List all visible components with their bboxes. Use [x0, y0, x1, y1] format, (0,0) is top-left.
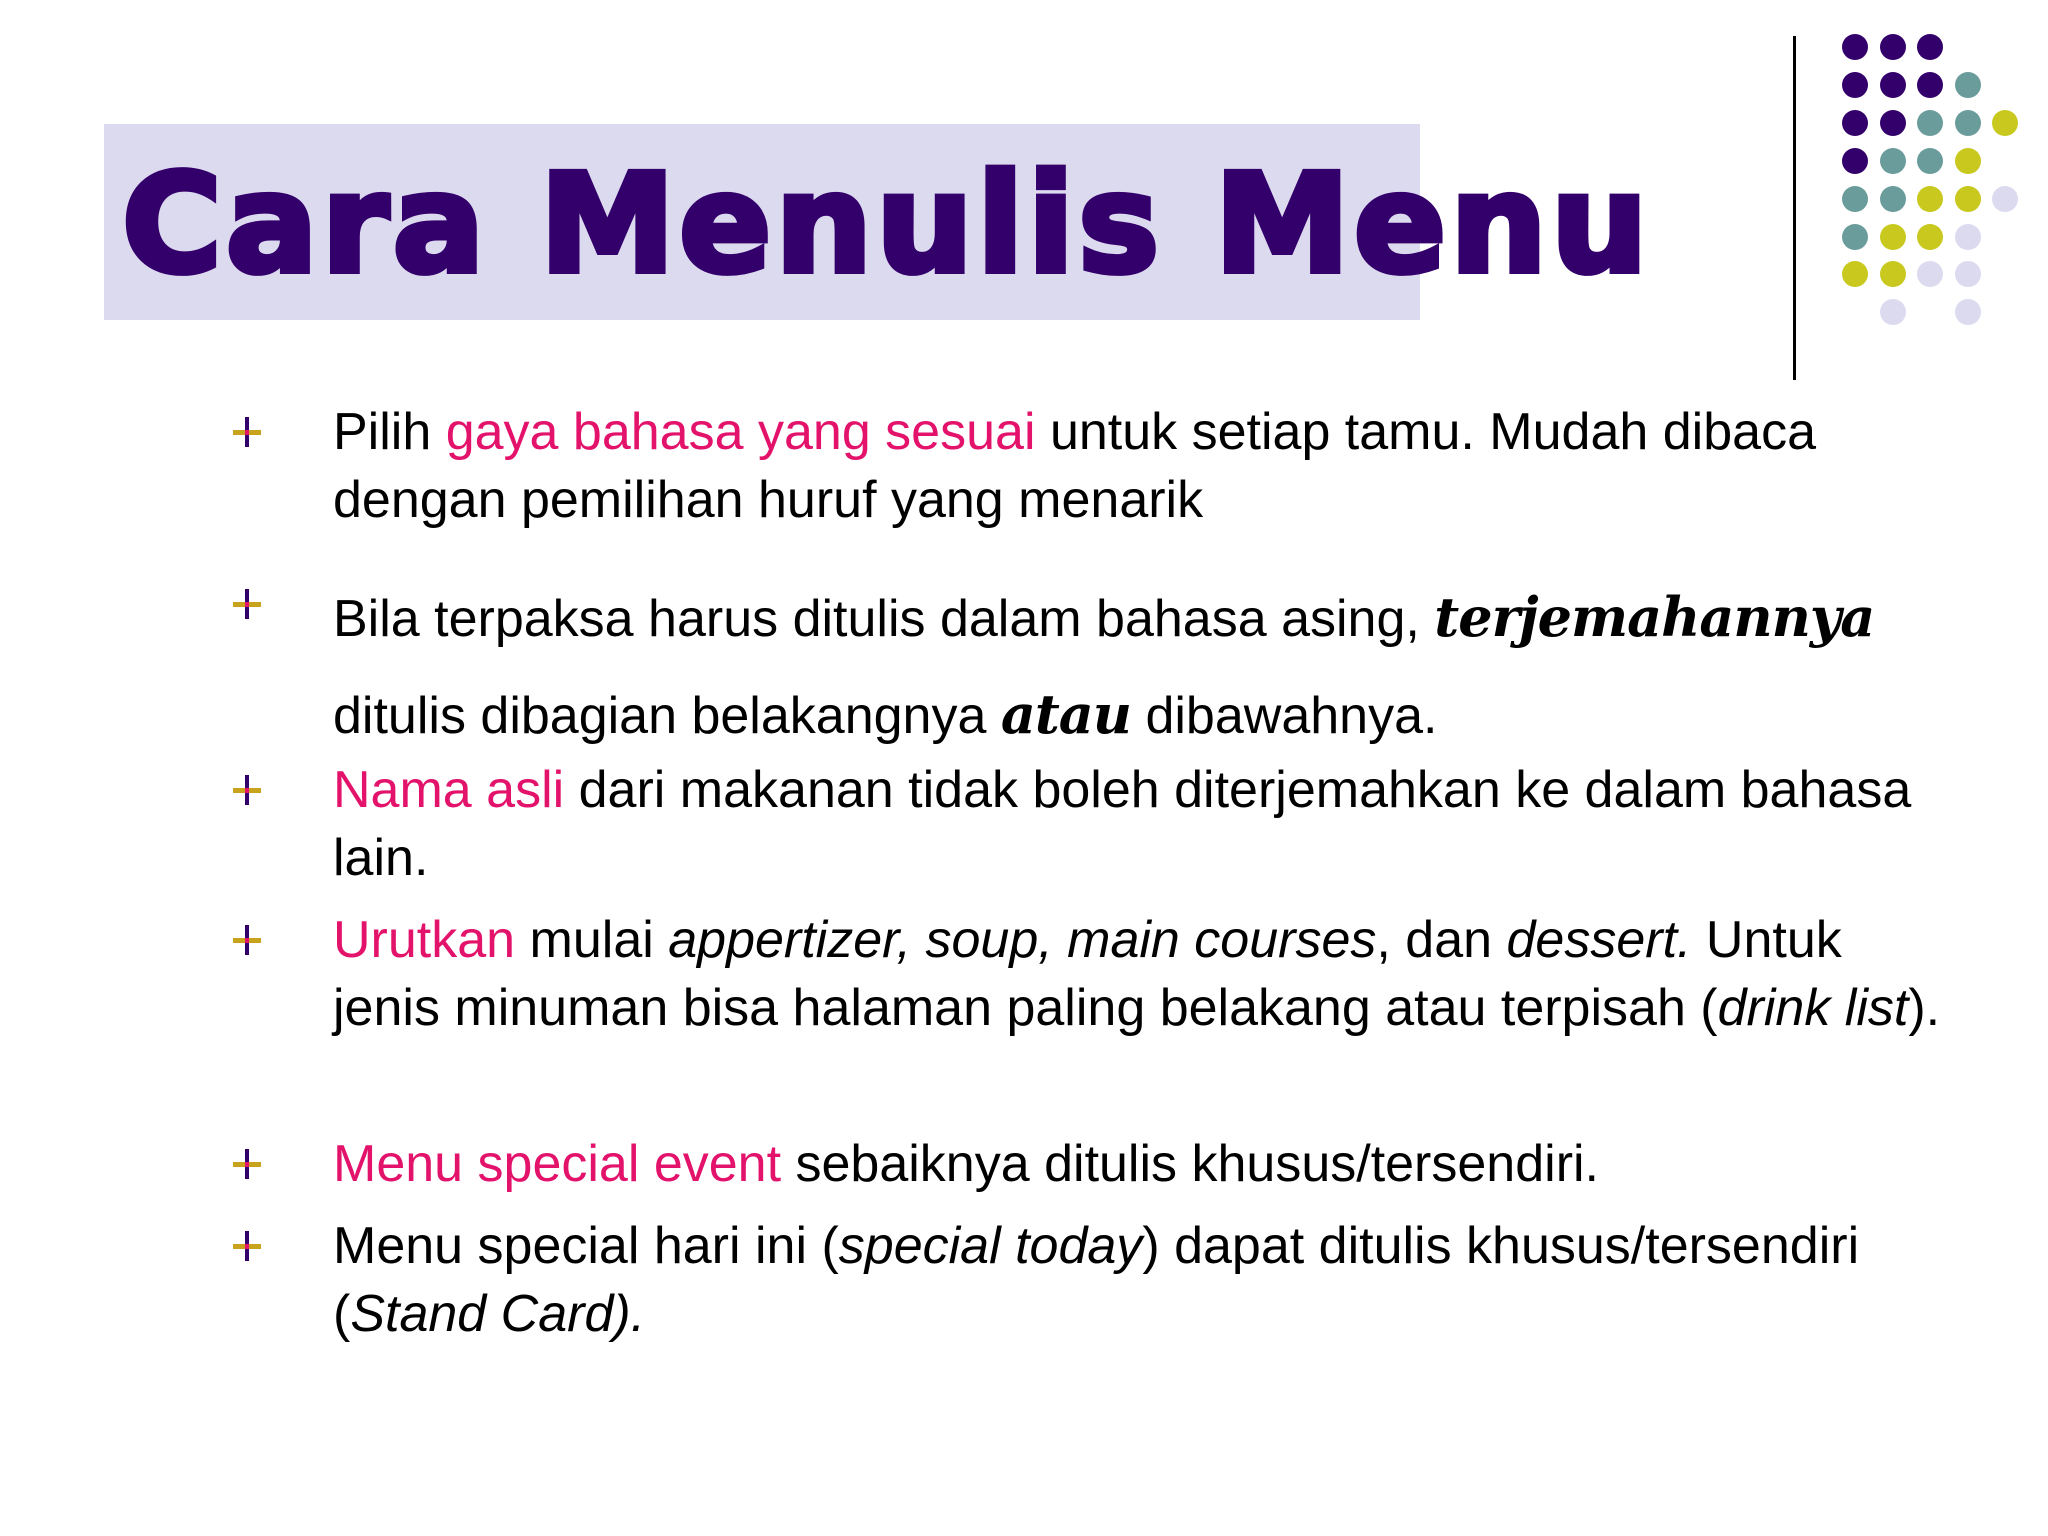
dot [1842, 148, 1868, 174]
text-segment: dari makanan tidak boleh diterjemahkan ke dalam bahasa lain. [333, 761, 1912, 887]
cross-star-bullet-icon [230, 587, 264, 621]
dot [1842, 34, 1868, 60]
dot [1880, 186, 1906, 212]
cross-star-bullet-icon [230, 923, 264, 957]
text-segment: ). [1908, 979, 1941, 1037]
italic-text: appertizer, soup, main courses [668, 911, 1377, 969]
text-segment: untuk setiap tamu. Mudah dibaca dengan pemilihan huruf yang menarik [333, 403, 1816, 529]
dot [1917, 224, 1943, 250]
script-text: terjemahannya [1434, 585, 1875, 649]
cross-star-bullet-icon [230, 1229, 264, 1263]
dot [1955, 186, 1981, 212]
dot [1880, 299, 1906, 325]
dot [1842, 224, 1868, 250]
dot [1955, 261, 1981, 287]
dot [1992, 186, 2018, 212]
dot [1917, 186, 1943, 212]
list-item-text [333, 570, 1953, 764]
dot [1880, 148, 1906, 174]
highlight-text: Urutkan [333, 911, 516, 969]
highlight-text: gaya bahasa yang sesuai [445, 403, 1036, 461]
dot [1880, 34, 1906, 60]
text-segment: ) dapat ditulis khusus/tersendiri ( [333, 1217, 1860, 1343]
dot [1917, 34, 1943, 60]
dot [1917, 261, 1943, 287]
dot [1917, 72, 1943, 98]
text-segment: dibawahnya. [1131, 687, 1438, 745]
script-text: atau [1000, 682, 1132, 746]
dot [1880, 110, 1906, 136]
text-segment: Menu special hari ini ( [333, 1217, 839, 1275]
text-segment: , dan [1376, 911, 1507, 969]
list-item-text [333, 398, 1953, 534]
text-segment: Untuk jenis minuman bisa halaman paling belakang atau terpisah ( [333, 911, 1842, 1037]
dot [1955, 148, 1981, 174]
slide-title: Cara Menulis Menu [122, 146, 1652, 304]
dot [1992, 110, 2018, 136]
dot [1880, 224, 1906, 250]
dot [1917, 110, 1943, 136]
dot [1955, 110, 1981, 136]
cross-star-bullet-icon [230, 1147, 264, 1181]
italic-text: dessert. [1506, 911, 1692, 969]
dot [1880, 72, 1906, 98]
list-item-text [333, 1130, 1953, 1198]
italic-text: Stand Card). [350, 1285, 646, 1343]
cross-star-bullet-icon [230, 773, 264, 807]
dot [1842, 72, 1868, 98]
dot [1955, 299, 1981, 325]
decorative-dot-grid [0, 0, 2048, 400]
list-item-text [333, 906, 1953, 1042]
dot [1955, 224, 1981, 250]
dot [1955, 72, 1981, 98]
dot [1917, 148, 1943, 174]
dot [1842, 186, 1868, 212]
text-segment: Bila terpaksa harus ditulis dalam bahasa asing, [333, 590, 1435, 648]
italic-text: special today [838, 1217, 1143, 1275]
italic-text: drink list [1717, 979, 1909, 1037]
text-segment: mulai [515, 911, 669, 969]
highlight-text: Nama asli [333, 761, 565, 819]
list-item-text [333, 756, 1953, 892]
text-segment: ditulis dibagian belakangnya [333, 687, 1001, 745]
highlight-text: Menu special event [333, 1135, 782, 1193]
list-item-text [333, 1212, 1953, 1348]
text-segment: Pilih [333, 403, 446, 461]
dot [1842, 261, 1868, 287]
text-segment: sebaiknya ditulis khusus/tersendiri. [781, 1135, 1600, 1193]
dot [1842, 110, 1868, 136]
cross-star-bullet-icon [230, 415, 264, 449]
dot [1880, 261, 1906, 287]
